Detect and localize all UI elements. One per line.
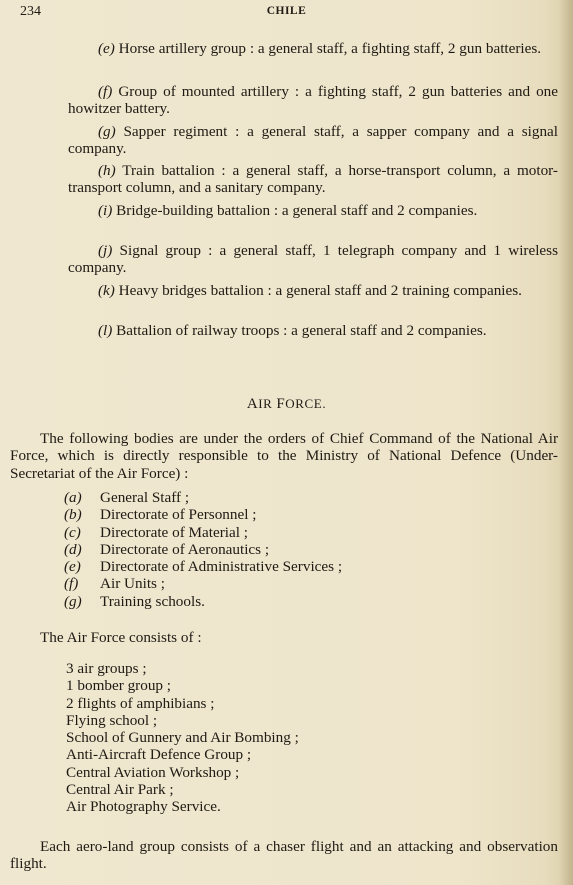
air-force-intro: The following bodies are under the orders of Chief Command of the National Air Force, which is directly responsible to the Ministry of National Defence (Under-Secretariat of the Air Force) : <box>10 430 558 482</box>
item-text: Train battalion : a general staff, a horse-transport column, a motor-transport column, and a sanitary company. <box>68 162 558 197</box>
page-number: 234 <box>20 4 41 19</box>
list-item: (c) Directorate of Material ; <box>64 523 249 541</box>
item-label: (e) <box>98 40 115 57</box>
item-label: (l) <box>98 322 113 339</box>
army-unit-j <box>68 242 558 277</box>
list-item: Central Aviation Workshop ; <box>66 763 240 781</box>
item-text: Battalion of railway troops : a general staff and 2 companies. <box>116 322 487 339</box>
army-unit-g <box>68 123 558 158</box>
item-text: Heavy bridges battalion : a general staff and 2 training companies. <box>118 282 522 299</box>
list-item: (d) Directorate of Aeronautics ; <box>64 540 270 558</box>
air-force-consists-intro: The Air Force consists of : <box>40 629 202 646</box>
list-item: 2 flights of amphibians ; <box>66 694 215 712</box>
army-unit-h <box>68 162 558 197</box>
item-label: (k) <box>98 282 115 299</box>
item-text: Signal group : a general staff, 1 telegraph company and 1 wireless company. <box>68 242 558 277</box>
list-item: Anti-Aircraft Defence Group ; <box>66 746 252 764</box>
item-label: (h) <box>98 162 116 179</box>
running-title: CHILE <box>266 5 307 17</box>
page-edge-shadow <box>559 0 573 885</box>
list-item: School of Gunnery and Air Bombing ; <box>66 729 299 747</box>
list-item: Central Air Park ; <box>66 781 174 799</box>
army-unit-l <box>68 322 558 339</box>
air-force-composition-list <box>66 660 299 816</box>
list-item: (f) Air Units ; <box>64 575 165 593</box>
army-unit-e <box>68 40 558 57</box>
list-item: 1 bomber group ; <box>66 677 172 695</box>
section-title-air-force: AIR FORCE. <box>246 396 327 412</box>
army-unit-k <box>68 282 558 299</box>
item-text: Group of mounted artillery : a fighting staff, 2 gun batteries and one howitzer battery. <box>68 83 558 118</box>
item-label: (f) <box>98 83 113 100</box>
list-item: (a) General Staff ; <box>64 489 190 506</box>
list-item: Flying school ; <box>66 711 158 729</box>
list-item: (b) Directorate of Personnel ; <box>64 506 257 524</box>
army-unit-f <box>68 83 558 118</box>
air-force-bodies-list <box>64 489 342 610</box>
list-item: 3 air groups ; <box>66 660 147 677</box>
item-label: (i) <box>98 202 113 219</box>
page-header <box>20 4 553 24</box>
list-item: (g) Training schools. <box>64 592 205 610</box>
army-unit-i <box>68 202 558 219</box>
item-label: (j) <box>98 242 113 259</box>
item-text: Sapper regiment : a general staff, a sapper company and a signal company. <box>68 123 558 158</box>
item-label: (g) <box>98 123 116 140</box>
air-force-closing-paragraph: Each aero-land group consists of a chaser flight and an attacking and observation flight. <box>10 838 558 873</box>
item-text: Horse artillery group : a general staff, a fighting staff, 2 gun batteries. <box>118 40 542 57</box>
list-item: Air Photography Service. <box>66 798 221 816</box>
item-text: Bridge-building battalion : a general staff and 2 companies. <box>116 202 478 219</box>
list-item: (e) Directorate of Administrative Services ; <box>64 558 343 576</box>
